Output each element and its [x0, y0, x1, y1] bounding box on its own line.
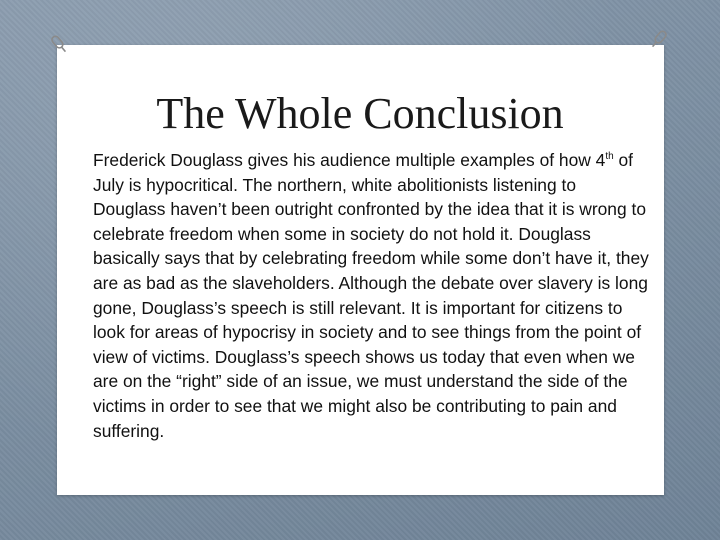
- slide-title: The Whole Conclusion: [156, 89, 564, 138]
- body-text-part-1: Frederick Douglass gives his audience multiple examples of how 4: [93, 150, 606, 170]
- pushpin-icon: [648, 28, 670, 50]
- pushpin-icon: [48, 33, 70, 55]
- slide-body-text: [93, 148, 649, 443]
- ordinal-superscript: th: [605, 151, 614, 163]
- body-text-part-2: of July is hypocritical. The northern, white abolitionists listening to Douglass haven’t been outright confronted by the idea that it is wrong to celebrate freedom when some in society do not hold it. Douglass basically says that by celebrating freedom while some don’t have it, they are as bad as the slaveholders. Although the debate over slavery is long gone, Douglass’s speech is still relevant. It is important for citizens to look for areas of hypocrisy in society and to see things from the point of view of victims. Douglass’s speech shows us today that even when we are on the “right” side of an issue, we must understand the side of the victims in order to see that we might also be contributing to pain and suffering.: [93, 150, 649, 441]
